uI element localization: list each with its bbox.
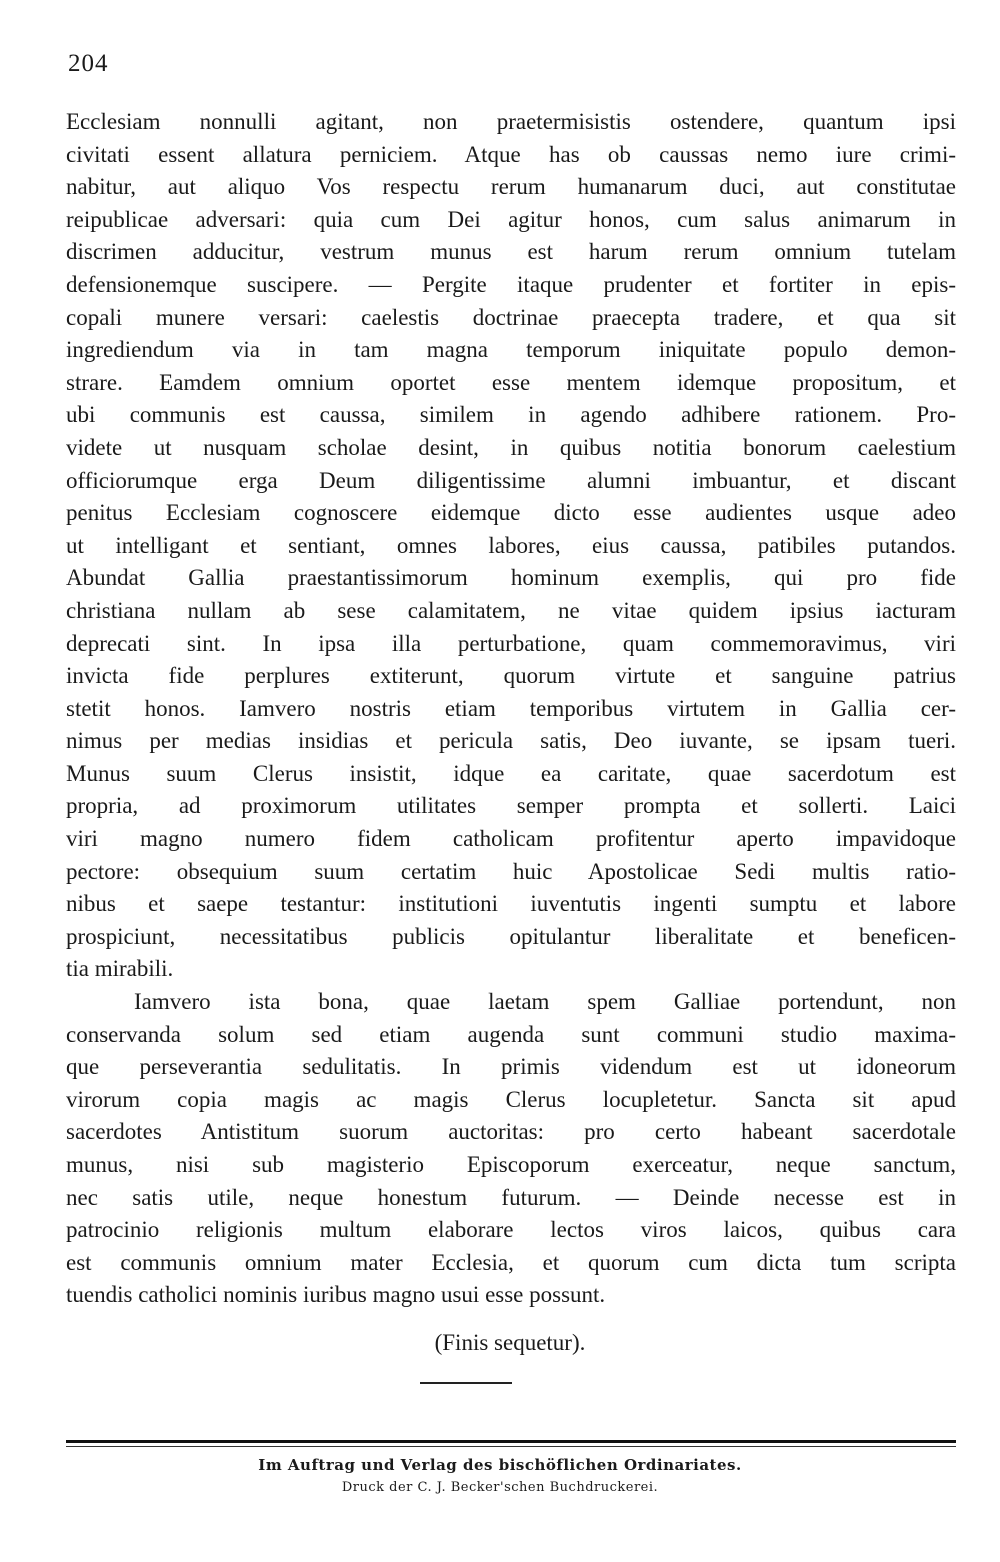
text-line: pectore: obsequium suum certatim huic Apostolicae Sedi multis ratio- (66, 858, 956, 884)
finis-note: (Finis sequetur). (434, 1330, 586, 1355)
text-line: est communis omnium mater Ecclesia, et quorum cum dicta tum scripta (66, 1249, 956, 1275)
text-line: virorum copia magis ac magis Clerus locupletetur. Sancta sit apud (66, 1086, 956, 1112)
text-line: ubi communis est caussa, similem in agendo adhibere rationem. Pro- (66, 402, 956, 428)
text-line: discrimen adducitur, vestrum munus est harum rerum omnium tutelam (66, 239, 956, 265)
imprint-line-1: Im Auftrag und Verlag des bischöflichen Ordinariates. (258, 1456, 742, 1474)
text-line: que perseverantia sedulitatis. In primis videndum est ut idoneorum (66, 1054, 956, 1080)
footer-rule-thin (66, 1446, 956, 1447)
text-line: conservanda solum sed etiam augenda sunt communi studio maxima- (66, 1021, 956, 1047)
text-line: defensionemque suscipere. — Pergite itaque prudenter et fortiter in epis- (66, 271, 956, 297)
text-line: copali munere versari: caelestis doctrinae praecepta tradere, et qua sit (66, 304, 956, 330)
text-line: Ecclesiam nonnulli agitant, non praetermisistis ostendere, quantum ipsi (66, 109, 956, 134)
text-line: stetit honos. Iamvero nostris etiam temporibus virtutem in Gallia cer- (66, 695, 956, 721)
text-line: tia mirabili. (66, 956, 174, 982)
text-line: deprecati sint. In ipsa illa perturbatione, quam commemoravimus, viri (66, 630, 956, 656)
text-line: christiana nullam ab sese calamitatem, ne vitae quidem ipsius iacturam (66, 597, 956, 623)
text-line: prospiciunt, necessitatibus publicis opitulantur liberalitate et beneficen- (66, 923, 956, 949)
text-line: patrocinio religionis multum elaborare lectos viros laicos, quibus cara (66, 1217, 956, 1243)
section-divider (420, 1382, 512, 1384)
text-line: officiorumque erga Deum diligentissime alumni imbuantur, et discant (66, 467, 956, 493)
imprint-line-2: Druck der C. J. Becker'schen Buchdruckerei. (341, 1480, 659, 1495)
text-line: Munus suum Clerus insistit, idque ea caritate, quae sacerdotum est (66, 760, 956, 786)
text-line: viri magno numero fidem catholicam profitentur aperto impavidoque (66, 826, 956, 852)
text-line: ut intelligant et sentiant, omnes labores, eius caussa, patibiles putandos. (66, 532, 956, 558)
text-line: tuendis catholici nominis iuribus magno usui esse possunt. (66, 1282, 606, 1308)
text-line: strare. Eamdem omnium oportet esse mentem idemque propositum, et (66, 369, 956, 395)
text-line: penitus Ecclesiam cognoscere eidemque dicto esse audientes usque adeo (66, 500, 956, 526)
text-line: sacerdotes Antistitum suorum auctoritas: pro certo habeant sacerdotale (66, 1119, 956, 1145)
text-line: munus, nisi sub magisterio Episcoporum exerceatur, neque sanctum, (66, 1152, 956, 1177)
text-line: videte ut nusquam scholae desint, in quibus notitia bonorum caelestium (66, 434, 956, 460)
text-line: civitati essent allatura perniciem. Atque has ob caussas nemo iure crimi- (66, 141, 956, 167)
text-line: ingrediendum via in tam magna temporum iniquitate populo demon- (66, 337, 956, 363)
page-number: 204 (68, 50, 109, 77)
text-line: propria, ad proximorum utilitates semper prompta et sollerti. Laici (66, 793, 956, 819)
text-line: invicta fide perplures extiterunt, quorum virtute et sanguine patrius (66, 663, 956, 689)
text-line: nimus per medias insidias et pericula satis, Deo iuvante, se ipsam tueri. (66, 728, 956, 754)
footer-rule (66, 1440, 956, 1443)
text-line: Abundat Gallia praestantissimorum hominum exemplis, qui pro fide (66, 565, 956, 591)
paragraph-start-line: Iamvero ista bona, quae laetam spem Galliae portendunt, non (134, 989, 956, 1015)
text-line: reipublicae adversari: quia cum Dei agitur honos, cum salus animarum in (66, 206, 956, 232)
text-line: nibus et saepe testantur: institutioni iuventutis ingenti sumptu et labore (66, 891, 956, 917)
body-text (66, 106, 956, 1312)
text-line: nabitur, aut aliquo Vos respectu rerum humanarum duci, aut constitutae (66, 174, 956, 200)
text-line: nec satis utile, neque honestum futurum. — Deinde necesse est in (66, 1184, 956, 1210)
